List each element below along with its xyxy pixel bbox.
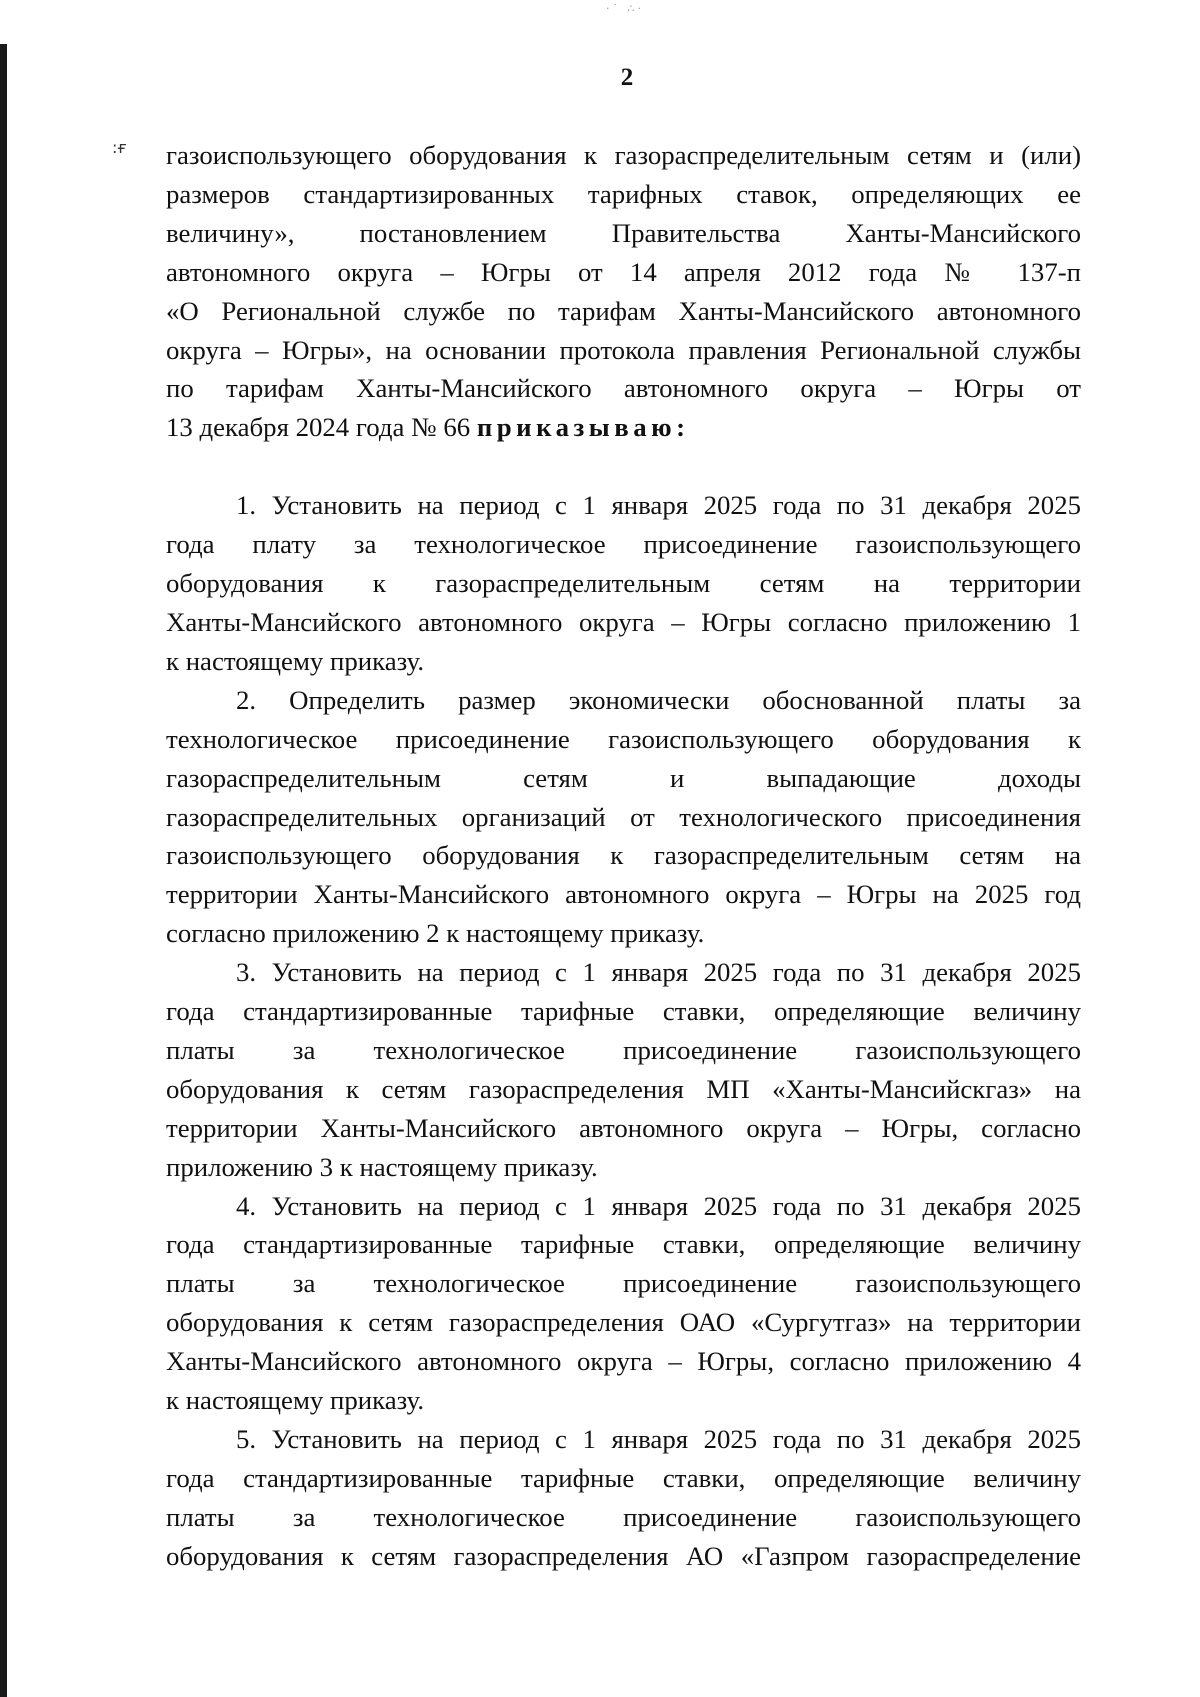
scan-left-edge [0,44,7,1697]
text-line: технологическое присоединение газоиспользующего оборудования к [166,723,1081,754]
text-line: к настоящему приказу. [166,645,425,676]
text-line: по тарифам Ханты-Мансийского автономного округа – Югры от [166,373,1081,404]
intro-paragraph [166,136,1081,447]
intro-date-text: 13 декабря 2024 года № 66 [166,412,477,443]
margin-mark: :ғ [112,138,127,157]
text-line: оборудования к сетям газораспределения ОАО «Сургутгаз» на территории [166,1307,1081,1338]
document-body [166,136,1081,1576]
page-number: 2 [620,64,634,91]
order-item-2 [166,681,1081,953]
text-line: оборудования к сетям газораспределения АО «Газпром газораспределение [166,1540,1081,1571]
order-word: приказываю: [476,412,690,443]
text-line: Ханты-Мансийского автономного округа – Югры согласно приложению 1 [166,606,1081,637]
scan-speck: ·˙ ∴· [606,2,644,15]
text-line [166,408,1081,447]
text-line: к настоящему приказу. [166,1385,425,1416]
text-line: года стандартизированные тарифные ставки, определяющие величину [166,1462,1081,1493]
text-line: газораспределительным сетям и выпадающие доходы [166,762,1081,793]
text-line: величину», постановлением Правительства Ханты-Мансийского [166,217,1081,248]
text-line: территории Ханты-Мансийского автономного округа – Югры на 2025 год [166,879,1081,910]
text-line: платы за технологическое присоединение газоиспользующего [166,1034,1081,1065]
text-line: 4. Установить на период с 1 января 2025 года по 31 декабря 2025 [236,1190,1081,1221]
text-line: газоиспользующего оборудования к газораспределительным сетям и (или) [166,140,1081,170]
text-line: газоиспользующего оборудования к газораспределительным сетям на [166,840,1081,871]
text-line: согласно приложению 2 к настоящему приказу. [166,918,705,949]
text-line: Ханты-Мансийского автономного округа – Югры, согласно приложению 4 [166,1346,1081,1377]
order-item-1 [166,486,1081,681]
order-item-5 [166,1420,1081,1576]
text-line: года стандартизированные тарифные ставки, определяющие величину [166,1229,1081,1260]
text-line: размеров стандартизированных тарифных ставок, определяющих ее [166,178,1081,209]
text-line: 3. Установить на период с 1 января 2025 года по 31 декабря 2025 [236,957,1081,988]
text-line: года плату за технологическое присоединение газоиспользующего [166,529,1081,560]
order-item-3 [166,953,1081,1186]
text-line: года стандартизированные тарифные ставки, определяющие величину [166,996,1081,1027]
order-item-4 [166,1187,1081,1420]
text-line: округа – Югры», на основании протокола правления Региональной службы [166,334,1081,365]
text-line: приложению 3 к настоящему приказу. [166,1151,598,1182]
text-line: 2. Определить размер экономически обоснованной платы за [236,684,1081,715]
text-line: 5. Установить на период с 1 января 2025 года по 31 декабря 2025 [236,1424,1081,1454]
text-line: 1. Установить на период с 1 января 2025 года по 31 декабря 2025 [236,490,1081,521]
text-line: платы за технологическое присоединение газоиспользующего [166,1501,1081,1532]
text-line: «О Региональной службе по тарифам Ханты-Мансийского автономного [166,295,1081,326]
text-line: оборудования к газораспределительным сетям на территории [166,568,1081,599]
text-line: газораспределительных организаций от технологического присоединения [166,801,1081,832]
text-line: платы за технологическое присоединение газоиспользующего [166,1268,1081,1299]
text-line: территории Ханты-Мансийского автономного округа – Югры, согласно [166,1112,1081,1143]
text-line: автономного округа – Югры от 14 апреля 2012 года № 137-п [166,256,1081,287]
text-line: оборудования к сетям газораспределения МП «Ханты-Мансийскгаз» на [166,1073,1081,1104]
